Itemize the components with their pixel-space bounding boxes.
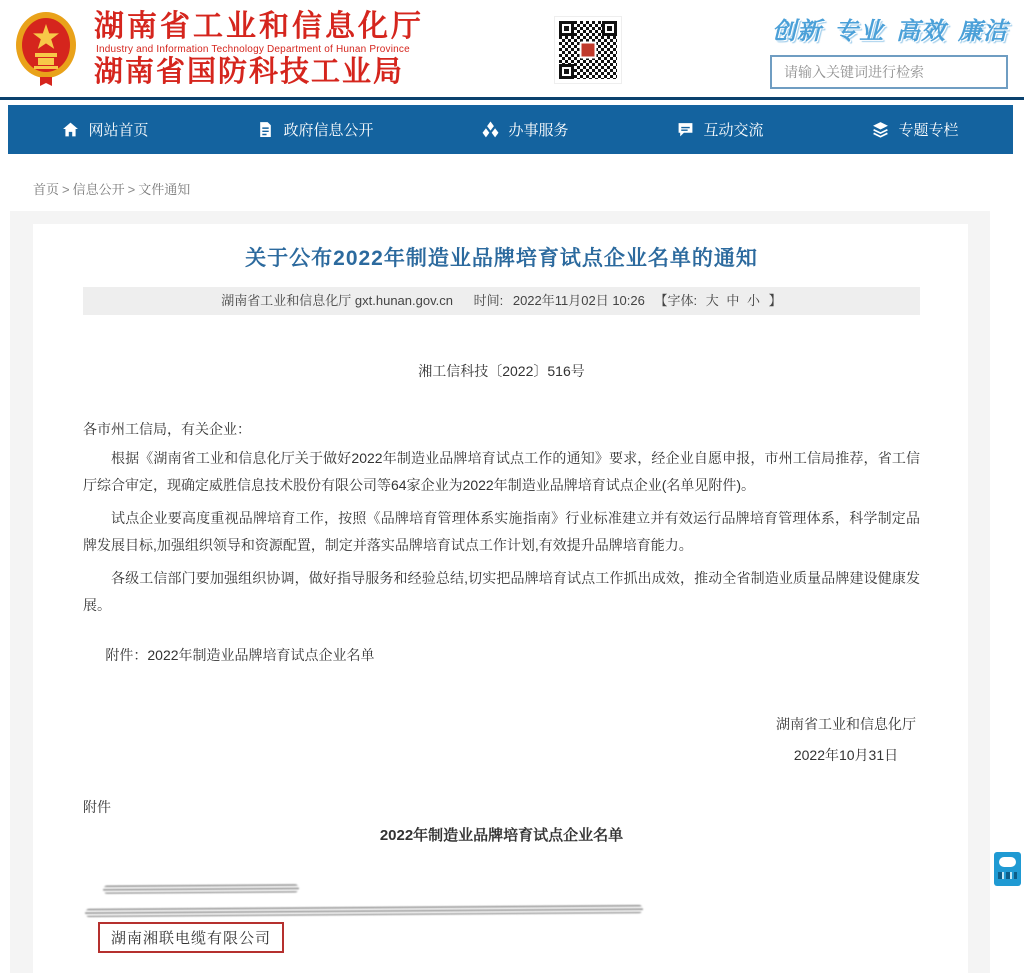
- appendix-label: 附件: [83, 799, 111, 815]
- org-titles: [94, 11, 424, 87]
- time-label: 时间:: [473, 293, 504, 308]
- signature-date: 2022年10月31日: [793, 747, 899, 763]
- font-size-large-button[interactable]: 大: [705, 293, 719, 308]
- signature-org: 湖南省工业和信息化厅: [776, 716, 916, 732]
- nav-item-label: 网站首页: [88, 122, 149, 139]
- appendix-title: 2022年制造业品牌培育试点企业名单: [379, 827, 624, 844]
- columns-icon: [872, 121, 889, 138]
- article-source: 湖南省工业和信息化厅 gxt.hunan.gov.cn: [221, 293, 453, 308]
- search-input[interactable]: [770, 55, 1008, 89]
- slogan-text: 高效: [896, 17, 946, 45]
- main-nav: [8, 105, 1013, 154]
- article-card: [33, 224, 968, 973]
- content-frame: [10, 211, 990, 973]
- chat-icon: [677, 121, 694, 138]
- redacted-line: [103, 884, 299, 893]
- qr-code: [554, 16, 622, 84]
- slogan-row: [770, 11, 1008, 46]
- signature-block: [83, 709, 920, 771]
- nav-item-interaction[interactable]: [677, 119, 763, 140]
- slogan-text: 专业: [834, 17, 884, 45]
- nav-item-label: 政府信息公开: [283, 122, 374, 139]
- page-title: 关于公布2022年制造业品牌培育试点企业名单的通知: [245, 247, 758, 270]
- nav-item-home[interactable]: [62, 119, 148, 140]
- slogan-text: 创新: [772, 17, 822, 45]
- floating-widget[interactable]: [994, 852, 1021, 886]
- breadcrumb-separator: >: [127, 182, 136, 197]
- org-name-cn: 湖南省工业和信息化厅: [94, 10, 424, 44]
- document-icon: [257, 121, 274, 138]
- breadcrumb-info[interactable]: 信息公开: [72, 182, 125, 197]
- salutation: 各市州工信局，有关企业：: [83, 421, 251, 437]
- nav-item-label: 互动交流: [703, 122, 764, 139]
- nav-item-label: 专题专栏: [898, 122, 959, 139]
- service-icon: [482, 121, 499, 138]
- breadcrumb: [33, 179, 1024, 198]
- font-label-close: 】: [768, 293, 782, 308]
- cloud-icon: [999, 857, 1016, 867]
- font-size-small-button[interactable]: 小: [747, 293, 761, 308]
- search-box: [770, 55, 1008, 89]
- nav-item-label: 办事服务: [508, 122, 569, 139]
- publish-time: 2022年11月02日 10:26: [512, 293, 645, 308]
- site-header: [0, 0, 1024, 97]
- breadcrumb-home[interactable]: 首页: [33, 182, 60, 197]
- nav-item-gov-info[interactable]: [257, 119, 373, 140]
- header-divider: [0, 97, 1024, 100]
- qr-center-logo: [580, 41, 597, 58]
- header-right: [770, 11, 1008, 89]
- home-icon: [62, 121, 79, 138]
- article-meta-bar: [83, 287, 920, 315]
- qr-finder-icon: [559, 64, 574, 79]
- body-paragraph: 试点企业要高度重视品牌培育工作，按照《品牌培育管理体系实施指南》行业标准建立并有效运行品牌培育管理体系，科学制定品牌发展目标,加强组织领导和资源配置，制定并落实品牌培育试点工作计划,有效提升品牌培育能力。: [83, 510, 920, 553]
- org-name-cn2: 湖南省国防科技工业局: [94, 56, 405, 89]
- widget-caption: [998, 872, 1017, 879]
- qr-finder-icon: [602, 21, 617, 36]
- body-paragraph: 根据《湖南省工业和信息化厅关于做好2022年制造业品牌培育试点工作的通知》要求，经企业自愿申报，市州工信局推荐，省工信厅综合审定，现确定威胜信息技术股份有限公司等64家企业为2022年制造业品牌培育试点企业(名单见附件)。: [83, 450, 920, 493]
- font-label: 【字体:: [654, 293, 698, 308]
- document-number: 湘工信科技〔2022〕516号: [418, 363, 585, 379]
- qr-finder-icon: [559, 21, 574, 36]
- breadcrumb-separator: >: [62, 182, 70, 197]
- breadcrumb-current: 文件通知: [138, 182, 191, 197]
- highlighted-company-box: [98, 922, 284, 953]
- org-name-en: Industry and Information Technology Department of Hunan Province: [96, 43, 410, 55]
- attachment-line: 附件：2022年制造业品牌培育试点企业名单: [105, 647, 375, 663]
- font-size-medium-button[interactable]: 中: [726, 293, 740, 308]
- slogan-text: 廉洁: [958, 17, 1008, 45]
- national-emblem-icon: [14, 11, 78, 89]
- highlighted-company-name: 湖南湘联电缆有限公司: [111, 930, 272, 947]
- nav-item-services[interactable]: [482, 119, 568, 140]
- redacted-line: [85, 905, 643, 917]
- body-paragraph: 各级工信部门要加强组织协调，做好指导服务和经验总结,切实把品牌培育试点工作抓出成效，推动全省制造业质量品牌建设健康发展。: [83, 570, 920, 613]
- nav-item-special-columns[interactable]: [872, 119, 958, 140]
